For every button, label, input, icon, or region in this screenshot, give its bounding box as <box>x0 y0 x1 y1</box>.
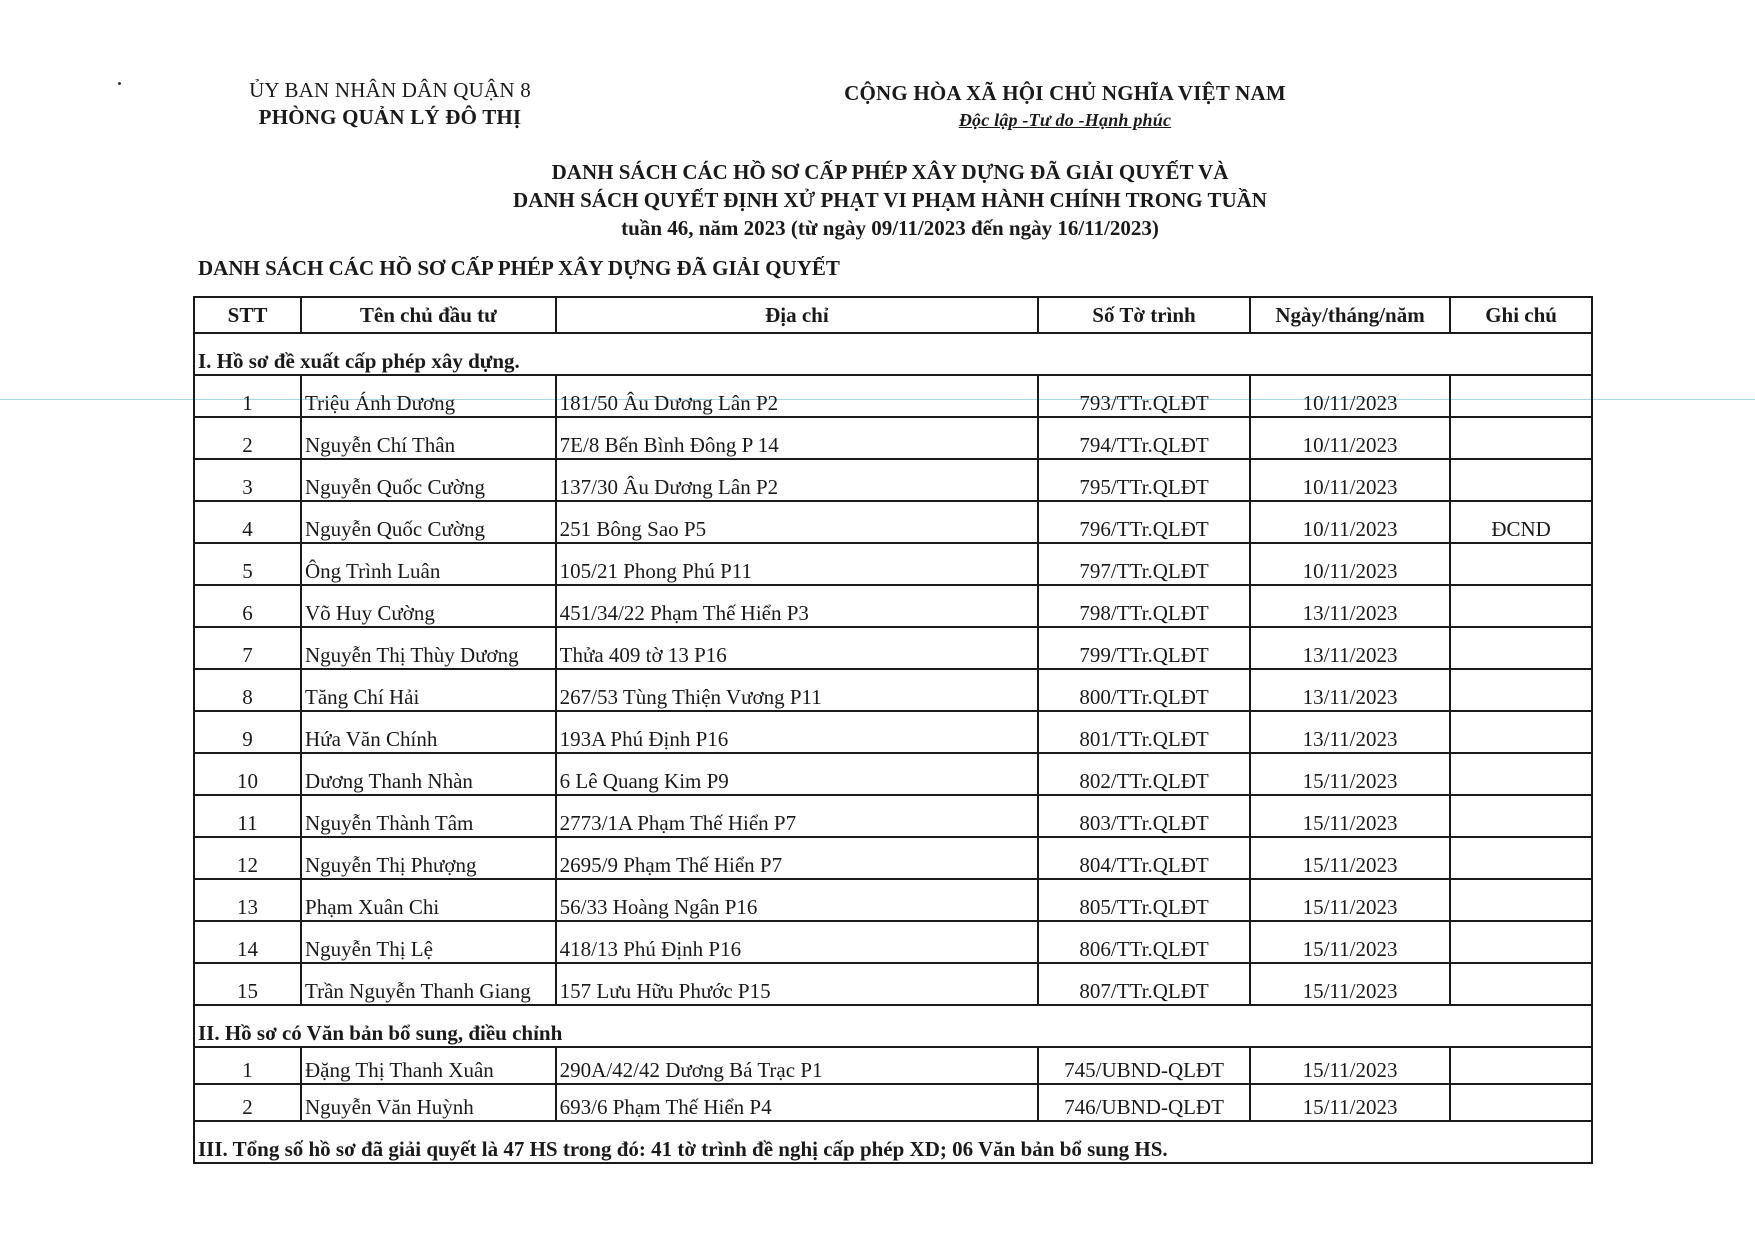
cell-address: 2695/9 Phạm Thế Hiển P7 <box>556 837 1038 879</box>
cell-note <box>1450 627 1592 669</box>
cell-note <box>1450 963 1592 1005</box>
cell-note <box>1450 795 1592 837</box>
cell-address: 693/6 Phạm Thế Hiển P4 <box>556 1084 1038 1121</box>
cell-date: 15/11/2023 <box>1250 795 1450 837</box>
cell-owner: Nguyễn Thị Phượng <box>301 837 556 879</box>
col-header-number: Số Tờ trình <box>1038 297 1250 333</box>
group-row <box>194 333 1592 375</box>
cell-stt: 13 <box>194 879 301 921</box>
table-row <box>194 375 1592 417</box>
table-row <box>194 1084 1592 1121</box>
cell-number: 800/TTr.QLĐT <box>1038 669 1250 711</box>
cell-address: 105/21 Phong Phú P11 <box>556 543 1038 585</box>
cell-address: 451/34/22 Phạm Thế Hiển P3 <box>556 585 1038 627</box>
cell-number: 793/TTr.QLĐT <box>1038 375 1250 417</box>
cell-date: 10/11/2023 <box>1250 543 1450 585</box>
table-row <box>194 543 1592 585</box>
cell-date: 15/11/2023 <box>1250 753 1450 795</box>
col-header-address: Địa chỉ <box>556 297 1038 333</box>
department-name: PHÒNG QUẢN LÝ ĐÔ THỊ <box>258 105 522 129</box>
cell-owner: Nguyễn Văn Huỳnh <box>301 1084 556 1121</box>
cell-note <box>1450 1047 1592 1084</box>
cell-number: 797/TTr.QLĐT <box>1038 543 1250 585</box>
cell-owner: Nguyễn Thị Thùy Dương <box>301 627 556 669</box>
cell-address: 181/50 Âu Dương Lân P2 <box>556 375 1038 417</box>
cell-date: 10/11/2023 <box>1250 501 1450 543</box>
national-motto: Độc lập -Tư do -Hạnh phúc <box>958 110 1172 130</box>
title-line-2: DANH SÁCH QUYẾT ĐỊNH XỬ PHẠT VI PHẠM HÀNH CHÍNH TRONG TUẦN <box>513 188 1267 212</box>
cell-owner: Nguyễn Chí Thân <box>301 417 556 459</box>
cell-number: 795/TTr.QLĐT <box>1038 459 1250 501</box>
table-row <box>194 753 1592 795</box>
cell-number: 799/TTr.QLĐT <box>1038 627 1250 669</box>
cell-stt: 11 <box>194 795 301 837</box>
cell-stt: 2 <box>194 417 301 459</box>
agency-header <box>170 77 610 131</box>
col-header-stt: STT <box>194 297 301 333</box>
cell-date: 15/11/2023 <box>1250 1047 1450 1084</box>
col-header-note: Ghi chú <box>1450 297 1592 333</box>
table-row <box>194 627 1592 669</box>
cell-owner: Triệu Ánh Dương <box>301 375 556 417</box>
table-row <box>194 837 1592 879</box>
cell-note <box>1450 669 1592 711</box>
cell-note <box>1450 585 1592 627</box>
scan-speck <box>118 82 121 85</box>
cell-owner: Dương Thanh Nhàn <box>301 753 556 795</box>
cell-stt: 1 <box>194 1047 301 1084</box>
table-row <box>194 711 1592 753</box>
cell-stt: 2 <box>194 1084 301 1121</box>
table-row <box>194 921 1592 963</box>
cell-owner: Võ Huy Cường <box>301 585 556 627</box>
group-label: II. Hồ sơ có Văn bản bổ sung, điều chỉnh <box>194 1005 1592 1047</box>
cell-address: Thửa 409 tờ 13 P16 <box>556 627 1038 669</box>
cell-owner: Ông Trình Luân <box>301 543 556 585</box>
cell-stt: 14 <box>194 921 301 963</box>
cell-stt: 4 <box>194 501 301 543</box>
cell-owner: Tăng Chí Hải <box>301 669 556 711</box>
cell-note: ĐCND <box>1450 501 1592 543</box>
cell-owner: Hứa Văn Chính <box>301 711 556 753</box>
cell-address: 157 Lưu Hữu Phước P15 <box>556 963 1038 1005</box>
table-row <box>194 795 1592 837</box>
cell-number: 796/TTr.QLĐT <box>1038 501 1250 543</box>
cell-number: 805/TTr.QLĐT <box>1038 879 1250 921</box>
summary-row <box>194 1121 1592 1163</box>
cell-note <box>1450 711 1592 753</box>
cell-stt: 9 <box>194 711 301 753</box>
national-header <box>805 80 1325 134</box>
cell-stt: 15 <box>194 963 301 1005</box>
cell-note <box>1450 879 1592 921</box>
cell-address: 418/13 Phú Định P16 <box>556 921 1038 963</box>
cell-date: 15/11/2023 <box>1250 921 1450 963</box>
cell-owner: Nguyễn Quốc Cường <box>301 459 556 501</box>
table-row <box>194 879 1592 921</box>
cell-stt: 8 <box>194 669 301 711</box>
cell-address: 193A Phú Định P16 <box>556 711 1038 753</box>
cell-date: 15/11/2023 <box>1250 1084 1450 1121</box>
cell-number: 745/UBND-QLĐT <box>1038 1047 1250 1084</box>
cell-date: 13/11/2023 <box>1250 585 1450 627</box>
cell-date: 10/11/2023 <box>1250 417 1450 459</box>
cell-number: 804/TTr.QLĐT <box>1038 837 1250 879</box>
cell-note <box>1450 1084 1592 1121</box>
cell-owner: Nguyễn Thị Lệ <box>301 921 556 963</box>
cell-owner: Trần Nguyễn Thanh Giang <box>301 963 556 1005</box>
cell-number: 802/TTr.QLĐT <box>1038 753 1250 795</box>
cell-date: 13/11/2023 <box>1250 627 1450 669</box>
cell-stt: 12 <box>194 837 301 879</box>
cell-stt: 10 <box>194 753 301 795</box>
cell-number: 803/TTr.QLĐT <box>1038 795 1250 837</box>
cell-owner: Phạm Xuân Chi <box>301 879 556 921</box>
table-row <box>194 417 1592 459</box>
summary-text: III. Tổng số hồ sơ đã giải quyết là 47 HS trong đó: 41 tờ trình đề nghị cấp phép XD; 06 Văn bản bổ sung HS. <box>194 1121 1592 1163</box>
cell-number: 807/TTr.QLĐT <box>1038 963 1250 1005</box>
cell-date: 15/11/2023 <box>1250 879 1450 921</box>
table-header-row <box>194 297 1592 333</box>
cell-number: 806/TTr.QLĐT <box>1038 921 1250 963</box>
cell-owner: Nguyễn Quốc Cường <box>301 501 556 543</box>
title-line-3: tuần 46, năm 2023 (từ ngày 09/11/2023 đến ngày 16/11/2023) <box>621 216 1159 240</box>
table-row <box>194 459 1592 501</box>
cell-address: 267/53 Tùng Thiện Vương P11 <box>556 669 1038 711</box>
table-row <box>194 1047 1592 1084</box>
title-line-1: DANH SÁCH CÁC HỒ SƠ CẤP PHÉP XÂY DỰNG ĐÃ GIẢI QUYẾT VÀ <box>551 160 1229 184</box>
cell-date: 15/11/2023 <box>1250 837 1450 879</box>
cell-number: 746/UBND-QLĐT <box>1038 1084 1250 1121</box>
cell-number: 794/TTr.QLĐT <box>1038 417 1250 459</box>
cell-date: 10/11/2023 <box>1250 375 1450 417</box>
cell-stt: 6 <box>194 585 301 627</box>
cell-address: 137/30 Âu Dương Lân P2 <box>556 459 1038 501</box>
section-title: DANH SÁCH CÁC HỒ SƠ CẤP PHÉP XÂY DỰNG ĐÃ GIẢI QUYẾT <box>198 256 840 280</box>
cell-note <box>1450 753 1592 795</box>
country-name: CỘNG HÒA XÃ HỘI CHỦ NGHĨA VIỆT NAM <box>844 81 1286 105</box>
cell-number: 798/TTr.QLĐT <box>1038 585 1250 627</box>
cell-address: 2773/1A Phạm Thế Hiển P7 <box>556 795 1038 837</box>
cell-note <box>1450 375 1592 417</box>
group-row <box>194 1005 1592 1047</box>
cell-date: 15/11/2023 <box>1250 963 1450 1005</box>
cell-number: 801/TTr.QLĐT <box>1038 711 1250 753</box>
col-header-date: Ngày/tháng/năm <box>1250 297 1450 333</box>
table-row <box>194 501 1592 543</box>
cell-address: 7E/8 Bến Bình Đông P 14 <box>556 417 1038 459</box>
cell-address: 6 Lê Quang Kim P9 <box>556 753 1038 795</box>
cell-note <box>1450 921 1592 963</box>
cell-note <box>1450 837 1592 879</box>
cell-date: 13/11/2023 <box>1250 669 1450 711</box>
cell-stt: 3 <box>194 459 301 501</box>
cell-address: 251 Bông Sao P5 <box>556 501 1038 543</box>
cell-address: 56/33 Hoàng Ngân P16 <box>556 879 1038 921</box>
cell-note <box>1450 417 1592 459</box>
cell-note <box>1450 459 1592 501</box>
cell-stt: 7 <box>194 627 301 669</box>
table-row <box>194 669 1592 711</box>
cell-date: 13/11/2023 <box>1250 711 1450 753</box>
agency-name: ỦY BAN NHÂN DÂN QUẬN 8 <box>249 78 531 102</box>
cell-stt: 5 <box>194 543 301 585</box>
group-label: I. Hồ sơ đề xuất cấp phép xây dựng. <box>194 333 1592 375</box>
cell-note <box>1450 543 1592 585</box>
document-title <box>440 158 1340 242</box>
cell-address: 290A/42/42 Dương Bá Trạc P1 <box>556 1047 1038 1084</box>
cell-owner: Nguyễn Thành Tâm <box>301 795 556 837</box>
cell-stt: 1 <box>194 375 301 417</box>
permit-table <box>193 296 1593 1164</box>
cell-owner: Đặng Thị Thanh Xuân <box>301 1047 556 1084</box>
table-row <box>194 963 1592 1005</box>
cell-date: 10/11/2023 <box>1250 459 1450 501</box>
table-row <box>194 585 1592 627</box>
col-header-owner: Tên chủ đầu tư <box>301 297 556 333</box>
